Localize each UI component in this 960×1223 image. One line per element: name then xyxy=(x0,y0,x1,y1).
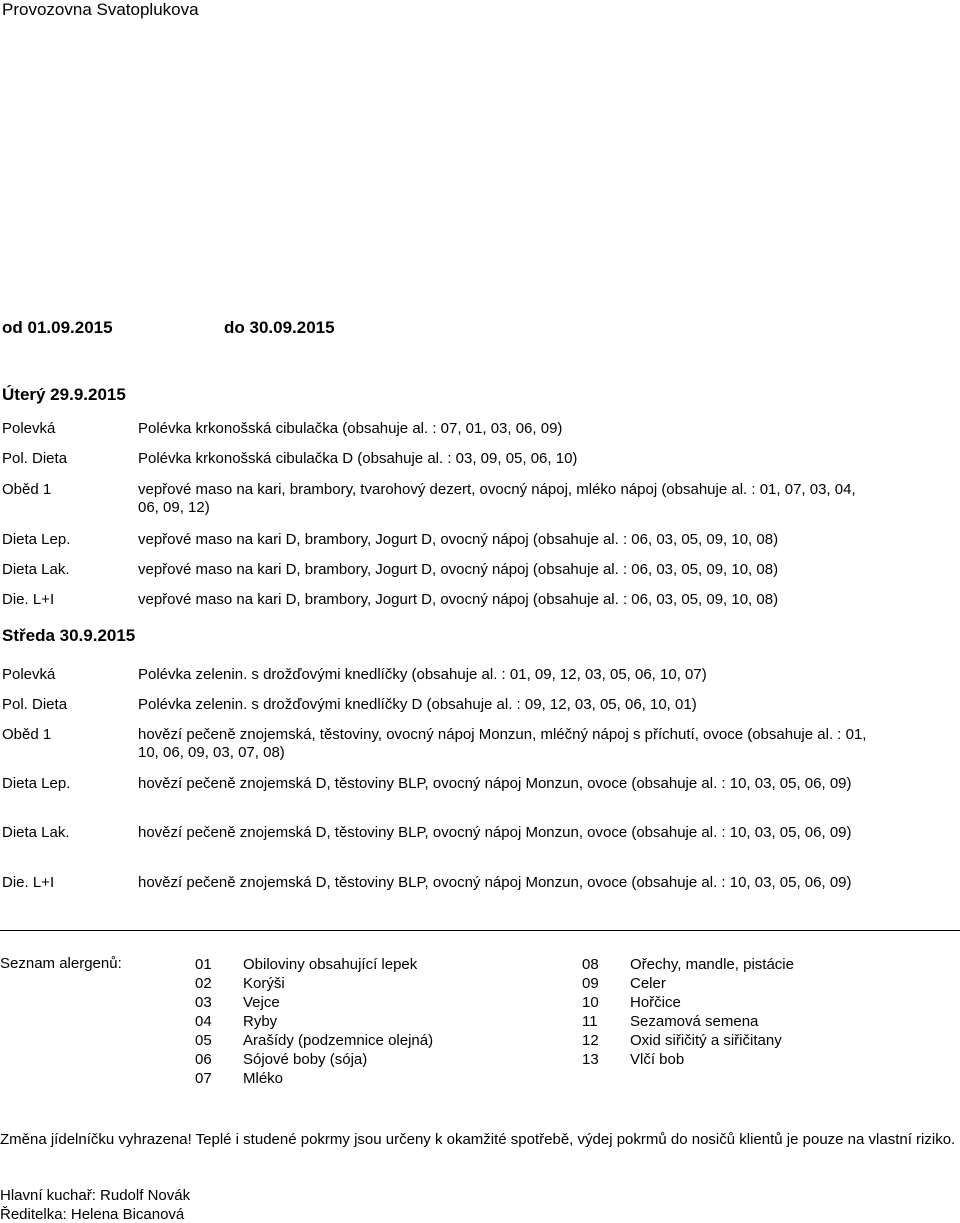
day-heading: Úterý 29.9.2015 xyxy=(2,385,126,404)
menu-row-dish: hovězí pečeně znojemská D, těstoviny BLP, ovocný nápoj Monzun, ovoce (obsahuje al. : 10, 03, 05, 06, 09) xyxy=(138,874,852,891)
menu-row-dish: Polévka krkonošská cibulačka D (obsahuje al. : 03, 09, 05, 06, 10) xyxy=(138,450,578,467)
allergen-name: Ryby xyxy=(243,1013,278,1030)
menu-row-label: Die. L+I xyxy=(2,874,55,891)
menu-row-label: Dieta Lep. xyxy=(2,775,71,792)
menu-row-dish: vepřové maso na kari D, brambory, Jogurt D, ovocný nápoj (obsahuje al. : 06, 03, 05, 09, 10, 08) xyxy=(138,591,779,608)
menu-row-dish: hovězí pečeně znojemská, těstoviny, ovocný nápoj Monzun, mléčný nápoj s příchutí, ovoce (obsahuje al. : 01, 10, 06, 09, 03, 07, 08) xyxy=(138,726,867,761)
allergen-name: Vejce xyxy=(243,994,280,1011)
menu-row-dish: vepřové maso na kari, brambory, tvarohový dezert, ovocný nápoj, mléko nápoj (obsahuje al. : 01, 07, 03, 04, 06, 09, 12) xyxy=(138,481,856,516)
menu-row-label: Dieta Lak. xyxy=(2,561,70,578)
allergen-number: 04 xyxy=(195,1013,212,1030)
day-heading: Středa 30.9.2015 xyxy=(2,626,136,645)
menu-row-label: Oběd 1 xyxy=(2,481,52,498)
allergen-number: 11 xyxy=(582,1013,598,1030)
allergen-number: 13 xyxy=(582,1051,599,1068)
allergen-number: 07 xyxy=(195,1070,212,1087)
menu-row-label: Pol. Dieta xyxy=(2,696,68,713)
allergen-name: Hořčice xyxy=(630,994,681,1011)
allergen-number: 08 xyxy=(582,956,599,973)
allergen-number: 10 xyxy=(582,994,599,1011)
menu-row-label: Dieta Lep. xyxy=(2,531,71,548)
allergen-number: 03 xyxy=(195,994,212,1011)
director-signature: Ředitelka: Helena Bicanová xyxy=(0,1206,185,1223)
menu-row-dish: hovězí pečeně znojemská D, těstoviny BLP, ovocný nápoj Monzun, ovoce (obsahuje al. : 10, 03, 05, 06, 09) xyxy=(138,775,852,792)
allergen-name: Ořechy, mandle, pistácie xyxy=(630,956,794,973)
section-divider xyxy=(0,930,960,931)
menu-row-label: Polevká xyxy=(2,666,56,683)
allergen-number: 05 xyxy=(195,1032,212,1049)
menu-row-dish: Polévka zelenin. s drožďovými knedlíčky (obsahuje al. : 01, 09, 12, 03, 05, 06, 10, 07) xyxy=(138,666,707,683)
allergen-number: 02 xyxy=(195,975,212,992)
allergen-number: 06 xyxy=(195,1051,212,1068)
date-range-from: od 01.09.2015 xyxy=(2,318,113,337)
allergen-name: Sezamová semena xyxy=(630,1013,759,1030)
allergen-name: Korýši xyxy=(243,975,285,992)
establishment-name: Provozovna Svatoplukova xyxy=(2,0,199,19)
allergen-number: 01 xyxy=(195,956,212,973)
allergen-name: Oxid siřičitý a siřičitany xyxy=(630,1032,782,1049)
menu-row-dish: vepřové maso na kari D, brambory, Jogurt D, ovocný nápoj (obsahuje al. : 06, 03, 05, 09, 10, 08) xyxy=(138,561,779,578)
allergen-name: Celer xyxy=(630,975,666,992)
menu-row-dish: hovězí pečeně znojemská D, těstoviny BLP, ovocný nápoj Monzun, ovoce (obsahuje al. : 10, 03, 05, 06, 09) xyxy=(138,824,852,841)
head-chef-signature: Hlavní kuchař: Rudolf Novák xyxy=(0,1187,191,1204)
menu-row-label: Polevká xyxy=(2,420,56,437)
menu-row-dish: Polévka zelenin. s drožďovými knedlíčky D (obsahuje al. : 09, 12, 03, 05, 06, 10, 01) xyxy=(138,696,697,713)
allergen-name: Vlčí bob xyxy=(630,1051,685,1068)
date-range-to: do 30.09.2015 xyxy=(224,318,335,337)
allergen-name: Sójové boby (sója) xyxy=(243,1051,368,1068)
allergen-number: 12 xyxy=(582,1032,599,1049)
menu-row-label: Die. L+I xyxy=(2,591,55,608)
allergen-number: 09 xyxy=(582,975,599,992)
allergen-name: Obiloviny obsahující lepek xyxy=(243,956,418,973)
allergen-list-title: Seznam alergenů: xyxy=(0,955,122,972)
menu-row-dish: vepřové maso na kari D, brambory, Jogurt D, ovocný nápoj (obsahuje al. : 06, 03, 05, 09, 10, 08) xyxy=(138,531,779,548)
allergen-name: Mléko xyxy=(243,1070,284,1087)
menu-row-label: Oběd 1 xyxy=(2,726,52,743)
disclaimer-note: Změna jídelníčku vyhrazena! Teplé i studené pokrmy jsou určeny k okamžité spotřebě, výdej pokrmů do nosičů klientů je pouze na vlastní riziko. xyxy=(0,1131,956,1148)
menu-row-label: Pol. Dieta xyxy=(2,450,68,467)
menu-row-label: Dieta Lak. xyxy=(2,824,70,841)
menu-row-dish: Polévka krkonošská cibulačka (obsahuje al. : 07, 01, 03, 06, 09) xyxy=(138,420,563,437)
allergen-name: Arašídy (podzemnice olejná) xyxy=(243,1032,434,1049)
